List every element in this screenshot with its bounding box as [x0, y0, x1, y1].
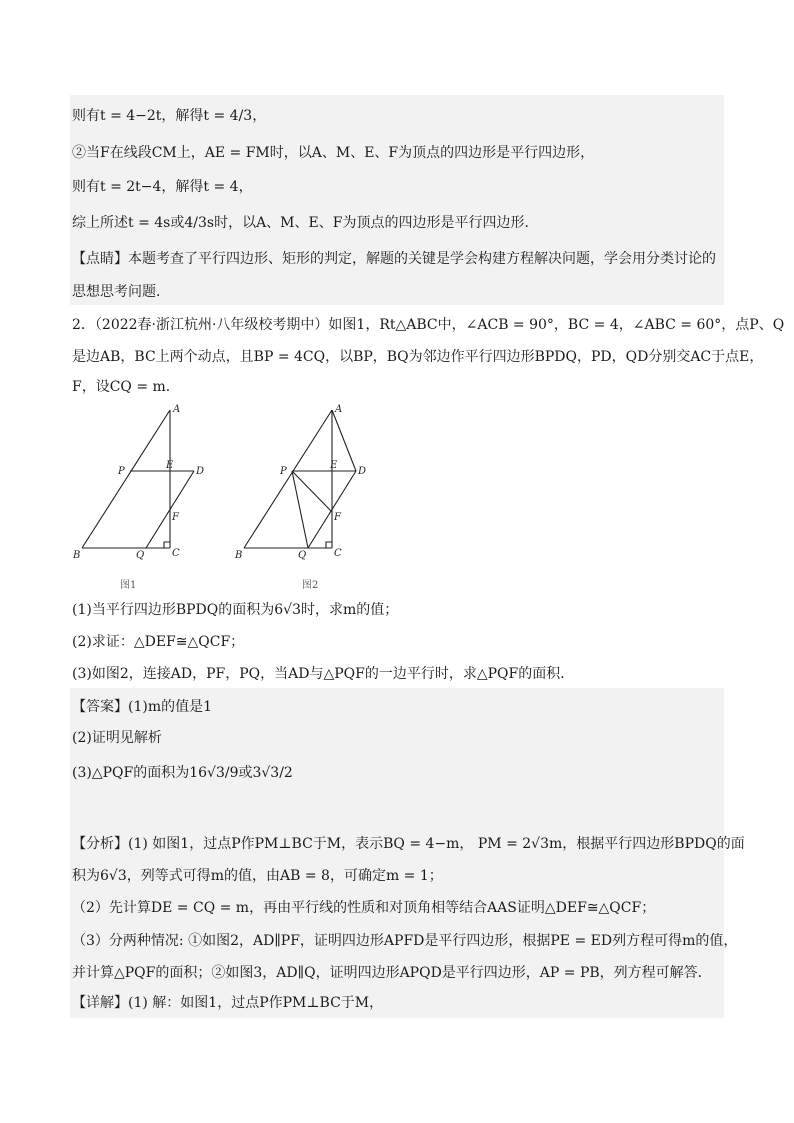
- edge-pf: [292, 471, 332, 512]
- figure-2: [232, 400, 392, 595]
- label-B: B: [235, 550, 243, 561]
- analysis-line-5: 并计算△PQF的面积；②如图3，AD∥Q，证明四边形APQD是平行四边形，AP = PB，列方程可解答．: [72, 965, 712, 981]
- solution-line-3: 则有t = 2t−4，解得t = 4，: [72, 179, 253, 195]
- label-C: C: [172, 548, 180, 559]
- figure-1-caption: 图1: [120, 580, 137, 591]
- figure-1: [70, 400, 230, 595]
- analysis-line-2: 积为6√3，列等式可得m的值，由AB = 8，可确定m = 1；: [72, 868, 443, 884]
- edge-ab: [244, 410, 332, 548]
- analysis-line-3: （2）先计算DE = CQ = m，再由平行线的性质和对顶角相等结合AAS证明△DEF≅△QCF；: [72, 900, 656, 916]
- detail-line-1: 【详解】(1) 解：如图1，过点P作PM⊥BC于M，: [72, 995, 384, 1011]
- label-D: D: [196, 466, 205, 477]
- label-A: A: [173, 404, 181, 415]
- label-P: P: [280, 466, 287, 477]
- label-E: E: [166, 460, 174, 471]
- question-3: (3)如图2，连接AD，PF，PQ，当AD与△PQF的一边平行时，求△PQF的面积．: [72, 666, 575, 682]
- answer-line-1: 【答案】(1)m的值是1: [72, 699, 213, 715]
- right-angle-mark: [326, 542, 332, 548]
- label-E: E: [330, 460, 338, 471]
- solution-line-1: 则有t = 4−2t，解得t = 4/3，: [72, 108, 267, 124]
- remark-line-2: 思想思考问题．: [72, 284, 170, 300]
- question-1: (1)当平行四边形BPDQ的面积为6√3时，求m的值；: [72, 602, 399, 618]
- label-Q: Q: [298, 550, 307, 561]
- edge-ab: [82, 410, 170, 548]
- solution-line-4: 综上所述t = 4s或4/3s时，以A、M、E、F为顶点的四边形是平行四边形．: [72, 215, 539, 231]
- label-Q: Q: [136, 550, 145, 561]
- remark-line-1: 【点睛】本题考查了平行四边形、矩形的判定，解题的关键是学会构建方程解决问题，学会用分类讨论的: [72, 251, 716, 267]
- label-P: P: [118, 466, 125, 477]
- problem-line-1: 2．（2022春·浙江杭州·八年级校考期中）如图1，Rt△ABC中，∠ACB = 90°，BC = 4，∠ABC = 60°，点P、Q: [72, 317, 785, 333]
- label-A: A: [335, 404, 343, 415]
- analysis-line-1: 【分析】(1) 如图1，过点P作PM⊥BC于M，表示BQ = 4−m， PM = 2√3m，根据平行四边形BPDQ的面: [72, 836, 745, 852]
- solution-block: [70, 95, 724, 305]
- problem-line-2: 是边AB，BC上两个动点，且BP = 4CQ，以BP，BQ为邻边作平行四边形BPDQ，PD，QD分别交AC于点E，: [72, 349, 764, 365]
- label-F: F: [172, 512, 179, 523]
- edge-pq: [292, 471, 308, 548]
- label-C: C: [334, 548, 342, 559]
- answer-line-2: (2)证明见解析: [72, 730, 162, 746]
- solution-line-2: ②当F在线段CM上，AE = FM时，以A、M、E、F为顶点的四边形是平行四边形，: [72, 145, 595, 161]
- label-D: D: [358, 466, 367, 477]
- label-F: F: [334, 512, 341, 523]
- figure-2-caption: 图2: [302, 580, 319, 591]
- question-2: (2)求证：△DEF≅△QCF；: [72, 634, 245, 650]
- label-B: B: [73, 550, 81, 561]
- right-angle-mark: [164, 542, 170, 548]
- analysis-line-4: （3）分两种情况: ①如图2，AD∥PF，证明四边形APFD是平行四边形，根据PE = ED列方程可得m的值，: [72, 933, 738, 949]
- answer-line-3: (3)△PQF的面积为16√3/9或3√3/2: [72, 765, 293, 781]
- problem-line-3: F，设CQ = m．: [72, 379, 180, 395]
